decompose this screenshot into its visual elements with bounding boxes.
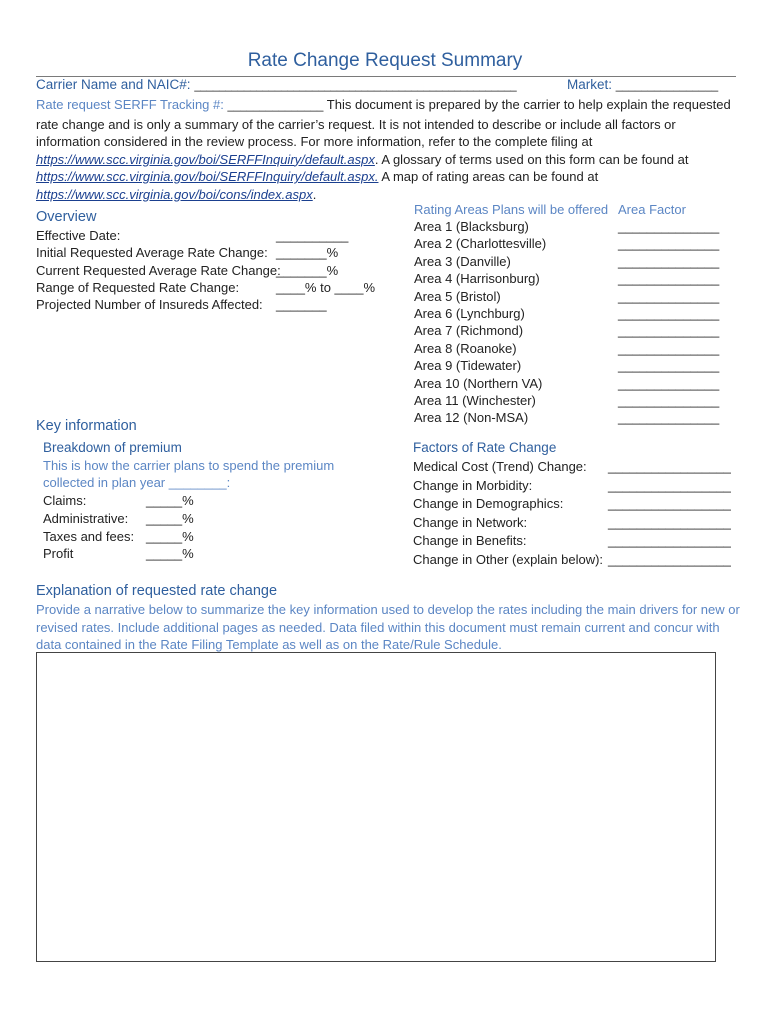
- rating-area-label: Area 9 (Tidewater): [414, 358, 522, 374]
- premium-percent-input[interactable]: _____%: [146, 493, 194, 508]
- factor-value-input[interactable]: _________________: [608, 459, 731, 474]
- premium-category-label: Administrative:: [43, 510, 129, 526]
- area-factor-input[interactable]: ______________: [618, 340, 720, 356]
- overview-label: Effective Date:: [36, 228, 121, 243]
- rating-map-link[interactable]: https://www.scc.virginia.gov/boi/cons/index.aspx: [36, 186, 313, 202]
- intro-text-2: . A glossary of terms used on this form can be found at: [374, 151, 689, 167]
- tracking-input[interactable]: _______________: [227, 100, 324, 112]
- premium-category-label: Profit: [43, 546, 74, 562]
- glossary-link[interactable]: https://www.scc.virginia.gov/boi/SERFFInquiry/default.aspx.: [36, 169, 379, 184]
- factor-value-input[interactable]: _________________: [608, 514, 731, 530]
- area-factor-input[interactable]: ______________: [618, 236, 720, 252]
- page-title: Rate Change Request Summary: [247, 50, 523, 71]
- area-factor-header: Area Factor: [618, 202, 686, 217]
- intro-text-1: This document is prepared by the carrier to help explain the requested rate change and is only a summary of the carrier’s request. It is not intended to describe or include all factors or information considered in the review process. For more information, refer to the complete filing at: [36, 97, 731, 149]
- area-factor-input[interactable]: ______________: [618, 323, 720, 339]
- factor-label: Change in Other (explain below):: [413, 552, 604, 567]
- premium-category-label: Claims:: [43, 493, 87, 508]
- explanation-heading: Explanation of requested rate change: [36, 583, 278, 599]
- overview-heading: Overview: [36, 209, 97, 225]
- explanation-text-line: Provide a narrative below to summarize the key information used to develop the rates including the main drivers for new or: [36, 602, 740, 617]
- carrier-field-row: [36, 77, 517, 92]
- explanation-text-line: data contained in the Rate Filing Template as well as on the Rate/Rule Schedule.: [36, 637, 502, 652]
- breakdown-description-year: collected in plan year ________:: [43, 475, 231, 490]
- factor-value-input[interactable]: _________________: [608, 552, 731, 567]
- area-factor-input[interactable]: ______________: [618, 410, 720, 426]
- market-label: Market:: [567, 77, 613, 92]
- rating-area-label: Area 6 (Lynchburg): [414, 306, 525, 321]
- explanation-text-line: revised rates. Include additional pages as needed. Data filed within this document must remain current and concur with: [36, 620, 720, 635]
- current-rate-change-input[interactable]: _______%: [276, 263, 339, 278]
- premium-percent-input[interactable]: _____%: [146, 528, 194, 544]
- rating-area-label: Area 12 (Non-MSA): [414, 410, 529, 426]
- rating-area-label: Area 1 (Blacksburg): [414, 219, 529, 234]
- overview-label: Initial Requested Average Rate Change:: [36, 245, 268, 260]
- factor-label: Medical Cost (Trend) Change:: [413, 459, 587, 474]
- tracking-label: Rate request SERFF Tracking #:: [36, 97, 224, 112]
- serff-inquiry-link[interactable]: https://www.scc.virginia.gov/boi/SERFFInquiry/default.aspx: [36, 151, 375, 167]
- area-factor-input[interactable]: ______________: [618, 219, 720, 234]
- market-field-row: [567, 77, 718, 92]
- carrier-input[interactable]: ____________________________________________________: [194, 80, 517, 92]
- narrative-textarea[interactable]: [36, 652, 716, 962]
- carrier-label: Carrier Name and NAIC#:: [36, 77, 191, 92]
- overview-row: [36, 227, 120, 245]
- factor-value-input[interactable]: _________________: [608, 496, 731, 512]
- factor-label: Change in Morbidity:: [413, 477, 533, 493]
- area-factor-input[interactable]: ______________: [618, 393, 720, 408]
- rating-area-label: Area 11 (Winchester): [414, 393, 536, 408]
- rating-area-label: Area 4 (Harrisonburg): [414, 271, 540, 287]
- intro-text-4: .: [312, 186, 317, 202]
- intro-paragraph: [36, 96, 736, 203]
- overview-label: Current Requested Average Rate Change:: [36, 263, 281, 278]
- area-factor-input[interactable]: ______________: [618, 288, 720, 304]
- premium-percent-input[interactable]: _____%: [146, 546, 194, 562]
- area-factor-input[interactable]: ______________: [618, 358, 720, 374]
- effective-date-input[interactable]: __________: [276, 228, 349, 243]
- intro-text-3: A map of rating areas can be found at: [378, 169, 599, 184]
- breakdown-description: This is how the carrier plans to spend the premium: [43, 458, 335, 473]
- factor-label: Change in Network:: [413, 514, 528, 530]
- rating-areas-header: Rating Areas Plans will be offered: [414, 202, 609, 217]
- area-factor-input[interactable]: ______________: [618, 306, 720, 321]
- header-divider: [36, 76, 736, 77]
- rating-area-label: Area 7 (Richmond): [414, 323, 524, 339]
- premium-category-label: Taxes and fees:: [43, 528, 135, 544]
- rating-area-label: Area 3 (Danville): [414, 253, 511, 269]
- initial-rate-change-input[interactable]: _______%: [276, 245, 339, 260]
- rate-range-input[interactable]: ____% to ____%: [276, 280, 376, 295]
- factor-value-input[interactable]: _________________: [608, 533, 731, 549]
- breakdown-heading: Breakdown of premium: [43, 440, 182, 455]
- insureds-affected-input[interactable]: _______: [276, 297, 327, 312]
- factors-heading: Factors of Rate Change: [413, 440, 557, 455]
- overview-label: Range of Requested Rate Change:: [36, 280, 240, 295]
- rating-area-label: Area 10 (Northern VA): [414, 375, 543, 391]
- factor-label: Change in Demographics:: [413, 496, 564, 512]
- rating-area-label: Area 5 (Bristol): [414, 288, 501, 304]
- area-factor-input[interactable]: ______________: [618, 375, 720, 391]
- premium-percent-input[interactable]: _____%: [146, 510, 194, 526]
- market-input[interactable]: ________________: [615, 80, 719, 92]
- rating-area-label: Area 2 (Charlottesville): [414, 236, 547, 252]
- rating-area-label: Area 8 (Roanoke): [414, 340, 517, 356]
- factor-label: Change in Benefits:: [413, 533, 527, 549]
- key-information-heading: Key information: [36, 418, 137, 434]
- area-factor-input[interactable]: ______________: [618, 271, 720, 287]
- area-factor-input[interactable]: ______________: [618, 253, 720, 269]
- overview-label: Projected Number of Insureds Affected:: [36, 297, 263, 312]
- factor-value-input[interactable]: _________________: [608, 477, 731, 493]
